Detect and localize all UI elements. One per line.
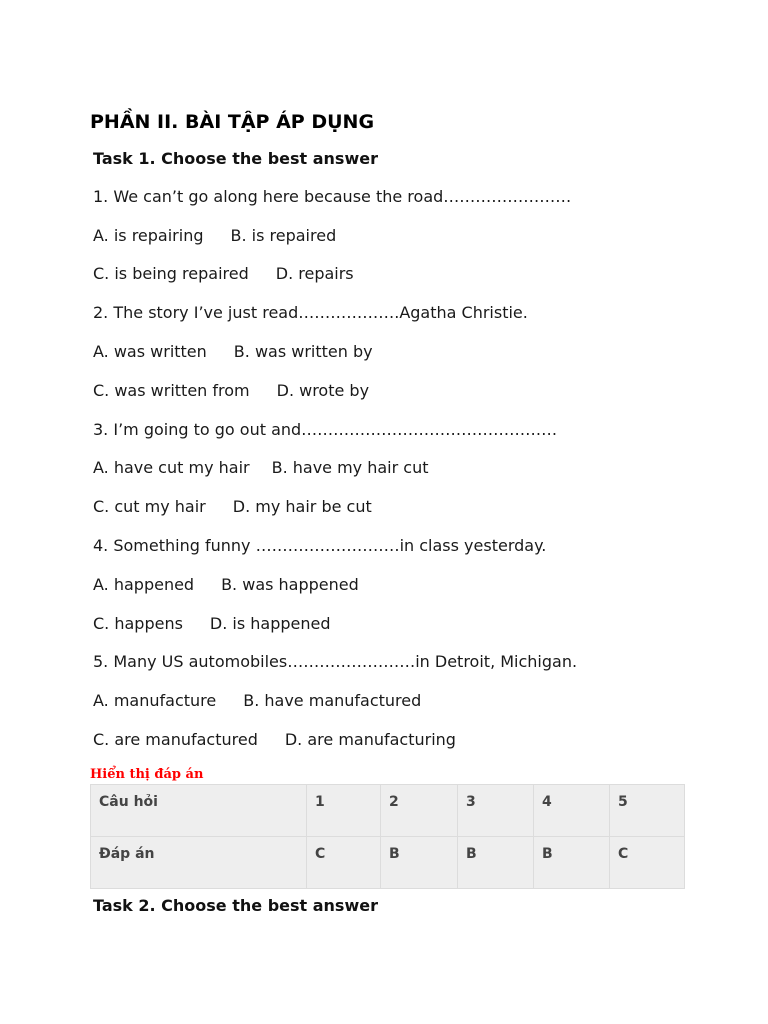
answer-table-number-4: 4 — [534, 785, 610, 837]
question-2-option-b: B. was written by — [233, 342, 373, 361]
question-1-options-row-1 — [93, 226, 336, 245]
answer-table-answer-2: B — [381, 837, 458, 889]
question-5-options-row-2 — [93, 730, 456, 749]
answer-table-answer-row — [91, 837, 685, 889]
section-title: PHẦN II. BÀI TẬP ÁP DỤNG — [90, 111, 375, 133]
question-2-options-row-1 — [93, 342, 373, 361]
question-3-options-row-2 — [93, 497, 372, 516]
question-3-text: 3. I’m going to go out and………………………………………… — [93, 420, 558, 439]
show-answers-link[interactable]: Hiển thị đáp án — [90, 767, 204, 782]
question-5-text: 5. Many US automobiles……………………in Detroit, Michigan. — [93, 652, 578, 671]
question-2-option-d: D. wrote by — [276, 381, 370, 400]
task2-title: Task 2. Choose the best answer — [93, 896, 378, 915]
answer-table-answer-5: C — [610, 837, 685, 889]
question-3-options-row-1 — [93, 458, 429, 477]
answer-table-number-3: 3 — [458, 785, 534, 837]
question-4-option-d: D. is happened — [209, 614, 331, 633]
question-3-option-d: D. my hair be cut — [232, 497, 372, 516]
answer-table-number-2: 2 — [381, 785, 458, 837]
question-1-options-row-2 — [93, 264, 354, 283]
answer-table-answer-label: Đáp án — [91, 837, 307, 889]
question-2-option-c: C. was written from — [93, 381, 250, 400]
question-5-option-d: D. are manufacturing — [284, 730, 456, 749]
task1-title: Task 1. Choose the best answer — [93, 149, 378, 168]
question-1-text: 1. We can’t go along here because the road…………………… — [93, 187, 572, 206]
question-2-options-row-2 — [93, 381, 369, 400]
question-3-option-a: A. have cut my hair — [93, 458, 250, 477]
question-4-option-c: C. happens — [93, 614, 183, 633]
question-2-text: 2. The story I’ve just read……………….Agatha Christie. — [93, 303, 528, 322]
question-3-option-c: C. cut my hair — [93, 497, 206, 516]
question-5-option-a: A. manufacture — [93, 691, 217, 710]
question-4-option-b: B. was happened — [221, 575, 359, 594]
question-1-option-c: C. is being repaired — [93, 264, 249, 283]
answer-table-number-5: 5 — [610, 785, 685, 837]
question-4-options-row-1 — [93, 575, 359, 594]
answer-table — [90, 784, 685, 889]
question-4-options-row-2 — [93, 614, 331, 633]
question-1-option-d: D. repairs — [275, 264, 354, 283]
question-2-option-a: A. was written — [93, 342, 207, 361]
answer-table-header-label: Câu hỏi — [91, 785, 307, 837]
answer-table-number-1: 1 — [307, 785, 381, 837]
answer-table-answer-3: B — [458, 837, 534, 889]
question-3-option-b: B. have my hair cut — [271, 458, 429, 477]
question-5-option-c: C. are manufactured — [93, 730, 258, 749]
question-5-option-b: B. have manufactured — [243, 691, 422, 710]
question-1-option-a: A. is repairing — [93, 226, 204, 245]
answer-table-header-row — [91, 785, 685, 837]
question-4-text: 4. Something funny ………………………in class yesterday. — [93, 536, 547, 555]
question-4-option-a: A. happened — [93, 575, 195, 594]
answer-table-answer-4: B — [534, 837, 610, 889]
question-5-options-row-1 — [93, 691, 421, 710]
answer-table-answer-1: C — [307, 837, 381, 889]
question-1-option-b: B. is repaired — [230, 226, 337, 245]
